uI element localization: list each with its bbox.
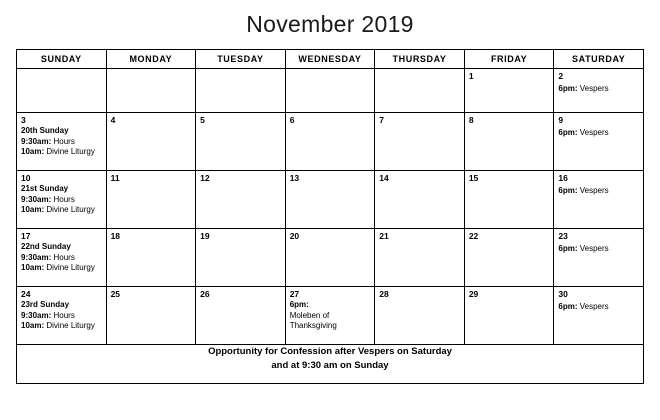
event-item [558,186,639,197]
event-item [21,147,102,158]
calendar-day-cell[interactable] [285,113,375,171]
event-label: 10am: [21,147,45,157]
day-number: 30 [558,289,568,299]
calendar-container [0,49,660,384]
day-number: 11 [110,173,120,183]
event-label: 6pm: [558,244,578,254]
calendar-empty-cell[interactable] [17,69,107,113]
event-text: Vespers [579,186,609,196]
event-label: 9:30am: [21,252,52,262]
event-text: Vespers [579,244,609,254]
calendar-day-cell[interactable] [106,113,196,171]
event-text: Hours [53,252,75,262]
day-number [107,69,196,72]
calendar-empty-cell[interactable] [196,69,286,113]
weekday-header-row [17,50,644,69]
footer-note [17,345,644,384]
calendar-day-cell[interactable] [285,171,375,229]
calendar-day-cell[interactable] [375,113,465,171]
day-events [17,241,106,274]
event-item [558,84,639,95]
day-events [17,125,106,158]
event-text: Vespers [579,128,609,138]
day-events [286,299,375,332]
event-text: Vespers [579,302,609,312]
calendar-day-cell[interactable] [554,287,644,345]
calendar-day-cell[interactable] [285,229,375,287]
calendar-day-cell[interactable] [554,171,644,229]
event-item [21,205,102,216]
day-number: 4 [110,115,116,125]
event-item [21,242,102,253]
day-number: 25 [110,289,121,299]
event-label: 9:30am: [21,310,52,320]
calendar-day-cell[interactable] [196,229,286,287]
day-number: 19 [200,231,210,241]
day-number: 3 [21,115,26,125]
day-number: 27 [289,289,300,299]
event-label: 6pm: [558,186,578,196]
event-item [290,311,371,322]
day-number: 5 [200,115,205,125]
event-label: 21st Sunday [21,184,69,194]
page-title: November 2019 [246,11,414,37]
day-number: 20 [289,231,300,241]
calendar-day-cell[interactable] [17,171,107,229]
day-number: 14 [379,173,389,183]
day-number: 21 [379,231,389,241]
day-number: 28 [379,289,389,299]
calendar-day-cell[interactable] [375,171,465,229]
weekday-header-monday: MONDAY [106,50,196,69]
day-number: 8 [468,115,474,125]
event-text: Hours [53,310,75,320]
event-text: Divine Liturgy [46,321,95,331]
day-number: 23 [558,231,568,241]
event-label: 6pm: [558,84,578,94]
event-item [21,263,102,274]
day-number: 26 [200,289,210,299]
weekday-header-tuesday: TUESDAY [196,50,286,69]
calendar-body [17,69,644,345]
weekday-header-thursday: THURSDAY [375,50,465,69]
event-text: Divine Liturgy [46,147,95,157]
calendar-day-cell[interactable] [17,229,107,287]
calendar-day-cell[interactable] [375,287,465,345]
day-number: 17 [21,231,31,241]
calendar-empty-cell[interactable] [285,69,375,113]
event-item [21,137,102,148]
event-text: Vespers [579,84,609,94]
calendar-week-row [17,69,644,113]
day-number: 29 [468,289,479,299]
event-item [290,321,371,332]
day-events [554,125,643,139]
footer-line-2: and at 9:30 am on Sunday [271,360,389,372]
day-number: 6 [289,115,295,125]
day-number: 1 [468,71,474,81]
event-text: Moleben of [289,310,330,320]
event-label: 23rd Sunday [21,300,70,310]
footer-row [17,345,644,384]
calendar-day-cell[interactable] [554,113,644,171]
calendar-day-cell[interactable] [196,113,286,171]
event-label: 9:30am: [21,136,52,146]
calendar-header [17,50,644,69]
calendar-day-cell[interactable] [464,171,554,229]
event-label: 6pm: [558,302,578,312]
event-label: 6pm: [289,300,309,310]
calendar-empty-cell[interactable] [106,69,196,113]
event-item [21,126,102,137]
event-label: 10am: [21,205,45,215]
event-text: Hours [53,194,75,204]
day-events [554,241,643,255]
calendar-week-row [17,171,644,229]
day-number: 10 [21,173,31,183]
day-number: 15 [468,173,479,183]
day-events [17,183,106,216]
weekday-header-saturday: SATURDAY [554,50,644,69]
calendar-day-cell[interactable] [285,287,375,345]
event-label: 6pm: [558,128,578,138]
event-item [558,244,639,255]
event-item [21,311,102,322]
weekday-header-friday: FRIDAY [464,50,554,69]
day-events [554,299,643,313]
calendar-day-cell[interactable] [464,229,554,287]
day-number: 18 [110,231,121,241]
event-text: Thanksgiving [289,321,337,331]
event-label: 9:30am: [21,194,52,204]
event-text: Hours [53,136,75,146]
month-calendar [16,49,644,384]
day-events [554,183,643,197]
calendar-day-cell[interactable] [106,171,196,229]
event-item [290,300,371,311]
calendar-day-cell[interactable] [554,69,644,113]
calendar-day-cell[interactable] [464,287,554,345]
day-number [375,69,464,72]
event-item [21,300,102,311]
day-number: 24 [21,289,31,299]
day-number: 9 [558,115,564,125]
calendar-footer [17,345,644,384]
event-item [21,184,102,195]
calendar-day-cell[interactable] [464,113,554,171]
day-number: 2 [558,71,564,81]
day-number [17,69,106,72]
calendar-day-cell[interactable] [375,229,465,287]
day-number: 22 [468,231,479,241]
day-number: 16 [558,173,568,183]
weekday-header-wednesday: WEDNESDAY [285,50,375,69]
calendar-day-cell[interactable] [196,171,286,229]
weekday-header-sunday: SUNDAY [17,50,107,69]
day-events [17,299,106,332]
day-events [554,81,643,95]
day-number: 13 [289,173,300,183]
event-label: 10am: [21,321,45,331]
calendar-day-cell[interactable] [17,287,107,345]
calendar-day-cell[interactable] [17,113,107,171]
calendar-week-row [17,287,644,345]
calendar-day-cell[interactable] [106,287,196,345]
calendar-week-row [17,229,644,287]
event-label: 10am: [21,263,45,273]
event-item [21,253,102,264]
event-text: Divine Liturgy [46,205,95,215]
calendar-empty-cell[interactable] [375,69,465,113]
day-number: 12 [200,173,210,183]
event-label: 22nd Sunday [21,242,71,252]
calendar-day-cell[interactable] [464,69,554,113]
event-item [21,321,102,332]
event-item [558,128,639,139]
event-item [21,195,102,206]
day-number [286,69,375,72]
footer-line-1: Opportunity for Confession after Vespers on Saturday [208,346,452,357]
calendar-day-cell[interactable] [554,229,644,287]
event-label: 20th Sunday [21,126,69,136]
calendar-week-row [17,113,644,171]
event-text: Divine Liturgy [46,263,95,273]
calendar-day-cell[interactable] [196,287,286,345]
event-item [558,302,639,313]
day-number [196,69,285,72]
day-number: 7 [379,115,384,125]
calendar-day-cell[interactable] [106,229,196,287]
